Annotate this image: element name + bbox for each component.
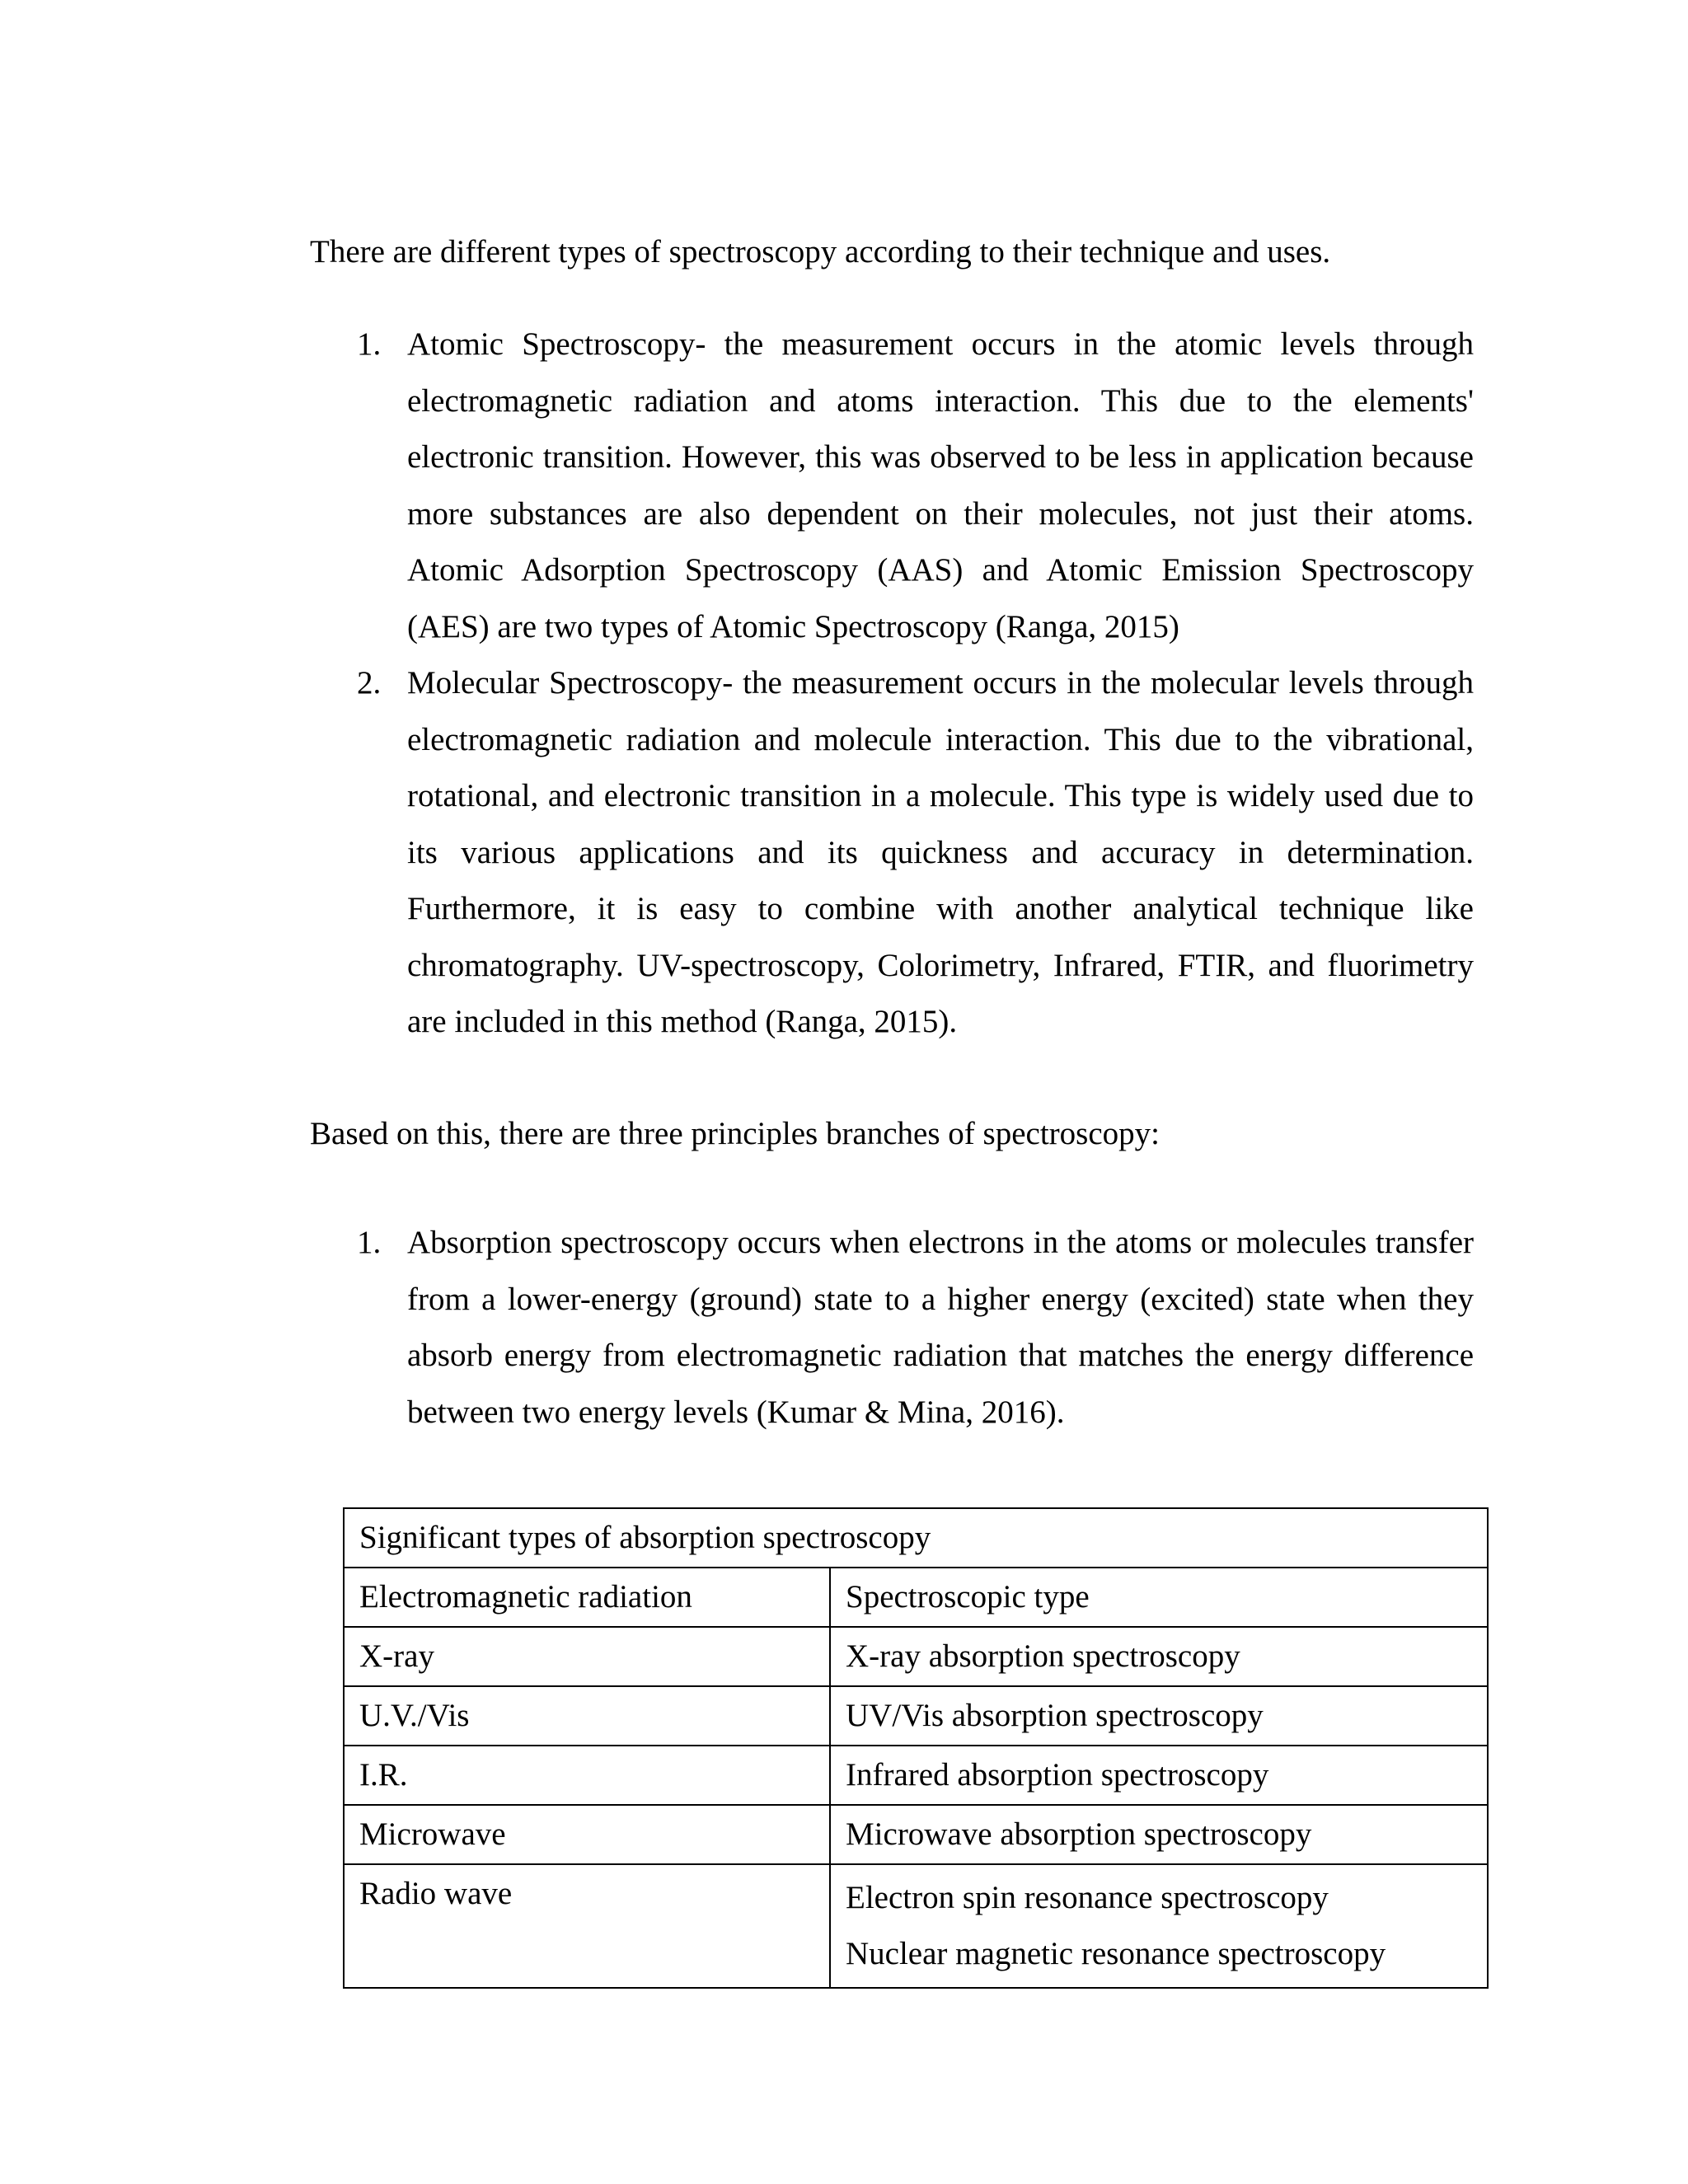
spectroscopic-type-cell: Microwave absorption spectroscopy	[830, 1805, 1488, 1864]
list-item-number: 1.	[357, 1225, 382, 1260]
table-caption-row	[344, 1508, 1488, 1568]
list-item-number: 1.	[357, 326, 382, 362]
radiation-cell: Radio wave	[344, 1864, 830, 1988]
radiation-cell: X-ray	[344, 1627, 830, 1686]
list-item	[310, 1215, 1474, 1441]
spectroscopy-types-list	[310, 316, 1474, 1051]
table-header-cell: Electromagnetic radiation	[344, 1568, 830, 1627]
list-item-text: Molecular Spectroscopy- the measurement occurs in the molecular levels through electromagnetic radiation and molecule interaction. This due to the vibrational, rotational, and electronic transition in a molecule. This type is widely used due to its various applications and its quickness and accuracy in determination. Furthermore, it is easy to combine with another analytical technique like chromatography. UV-spectroscopy, Colorimetry, Infrared, FTIR, and fluorimetry are included in this method (Ranga, 2015).	[407, 665, 1474, 1039]
list-item	[310, 655, 1474, 1051]
spectroscopic-type-cell	[830, 1864, 1488, 1988]
radiation-cell: U.V./Vis	[344, 1686, 830, 1746]
list-item	[310, 316, 1474, 655]
table-header-row	[344, 1568, 1488, 1627]
spectroscopic-type-line: Electron spin resonance spectroscopy	[846, 1880, 1329, 1915]
radiation-cell: I.R.	[344, 1746, 830, 1805]
intro-paragraph: There are different types of spectroscopy according to their technique and uses.	[310, 234, 1331, 269]
branches-intro-paragraph: Based on this, there are three principles branches of spectroscopy:	[310, 1116, 1160, 1151]
list-item-text: Absorption spectroscopy occurs when electrons in the atoms or molecules transfer from a lower-energy (ground) state to a higher energy (excited) state when they absorb energy from electromagnetic radiation that matches the energy difference between two energy levels (Kumar & Mina, 2016).	[407, 1225, 1474, 1430]
spectroscopic-type-cell: UV/Vis absorption spectroscopy	[830, 1686, 1488, 1746]
spectroscopic-type-cell: X-ray absorption spectroscopy	[830, 1627, 1488, 1686]
table-caption: Significant types of absorption spectroscopy	[344, 1508, 1488, 1568]
table-row	[344, 1805, 1488, 1864]
spectroscopy-branches-list	[310, 1215, 1474, 1441]
table-row	[344, 1746, 1488, 1805]
absorption-spectroscopy-table	[343, 1507, 1489, 1989]
table-row	[344, 1864, 1488, 1988]
table-row	[344, 1627, 1488, 1686]
list-item-number: 2.	[357, 665, 382, 701]
list-item-text: Atomic Spectroscopy- the measurement occurs in the atomic levels through electromagnetic radiation and atoms interaction. This due to the elements' electronic transition. However, this was observed to be less in application because more substances are also dependent on their molecules, not just their atoms. Atomic Adsorption Spectroscopy (AAS) and Atomic Emission Spectroscopy (AES) are two types of Atomic Spectroscopy (Ranga, 2015)	[407, 326, 1474, 644]
table-row	[344, 1686, 1488, 1746]
spectroscopic-type-line: Nuclear magnetic resonance spectroscopy	[846, 1936, 1386, 1971]
radiation-cell: Microwave	[344, 1805, 830, 1864]
spectroscopic-type-cell: Infrared absorption spectroscopy	[830, 1746, 1488, 1805]
table-header-cell: Spectroscopic type	[830, 1568, 1488, 1627]
